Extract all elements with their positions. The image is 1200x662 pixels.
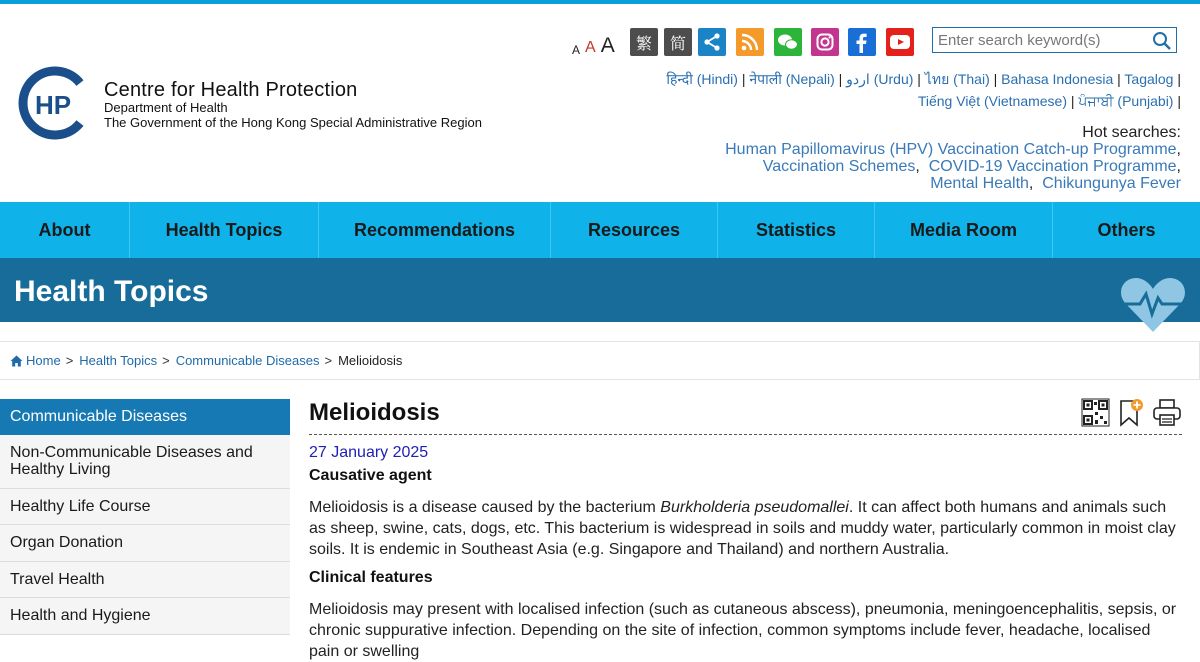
sidebar	[0, 399, 290, 635]
page-tools	[1081, 398, 1182, 427]
sidebar-item-healthy-life-course[interactable]: Healthy Life Course	[0, 489, 290, 525]
nav-others[interactable]: Others	[1097, 219, 1156, 240]
government-name: The Government of the Hong Kong Special Administrative Region	[104, 115, 482, 130]
section-banner	[0, 258, 1200, 322]
main-navigation	[0, 202, 1200, 258]
chp-logo-icon	[20, 67, 92, 139]
sidebar-item-health-and-hygiene[interactable]: Health and Hygiene	[0, 598, 290, 635]
article	[309, 395, 1182, 662]
department-name: Department of Health	[104, 100, 228, 115]
lang-urdu[interactable]: اردو (Urdu)	[846, 71, 914, 87]
lang-hindi[interactable]: हिन्दी (Hindi)	[666, 71, 738, 87]
lang-nepali[interactable]: नेपाली (Nepali)	[749, 71, 835, 87]
qr-code-icon[interactable]	[1081, 398, 1110, 427]
nav-media-room[interactable]: Media Room	[875, 202, 1053, 258]
sidebar-item-organ-donation[interactable]: Organ Donation	[0, 525, 290, 562]
breadcrumb-current: Melioidosis	[338, 353, 403, 368]
nav-resources[interactable]: Resources	[551, 202, 718, 258]
hot-search-link[interactable]: Mental Health	[930, 175, 1029, 192]
section-title: Health Topics	[14, 275, 209, 308]
page-title: Melioidosis	[309, 395, 1182, 435]
lang-separator: |	[1177, 93, 1181, 109]
lang-thai[interactable]: ไทย (Thai)	[924, 71, 990, 87]
lang-separator: |	[1177, 71, 1181, 87]
simplified-chinese-button[interactable]: 简	[664, 28, 692, 56]
sidebar-item-travel-health[interactable]: Travel Health	[0, 562, 290, 598]
heartbeat-icon	[1118, 274, 1188, 334]
hot-search-link[interactable]: Vaccination Schemes	[762, 158, 916, 175]
instagram-icon[interactable]	[811, 28, 839, 56]
sidebar-item-non-communicable-diseases[interactable]: Non-Communicable Diseases and Healthy Living	[0, 435, 290, 489]
nav-about[interactable]: About	[0, 202, 130, 258]
lang-separator: |	[993, 71, 998, 87]
hot-searches: Hot searches: Human Papillomavirus (HPV) Vaccination Catch-up Programme, Vaccination Schemes, COVID-19 Vaccination Programme, Mental Health, Chikungunya Fever	[661, 124, 1181, 192]
traditional-chinese-button[interactable]: 繁	[630, 28, 658, 56]
lang-separator: |	[917, 71, 921, 87]
publish-date: 27 January 2025	[309, 444, 429, 461]
breadcrumb-separator: >	[65, 353, 74, 368]
section-heading-clinical-features: Clinical features	[309, 569, 433, 586]
hot-search-link[interactable]: Chikungunya Fever	[1042, 175, 1181, 192]
lang-separator: |	[1070, 93, 1075, 109]
lang-tagalog[interactable]: Tagalog	[1124, 71, 1174, 87]
site-logo[interactable]	[20, 67, 520, 142]
wechat-icon[interactable]	[774, 28, 802, 56]
nav-recommendations[interactable]: Recommendations	[319, 202, 551, 258]
nav-statistics[interactable]: Statistics	[718, 202, 875, 258]
search-box	[932, 27, 1177, 53]
share-icon[interactable]	[698, 28, 726, 56]
font-size-switcher	[572, 30, 615, 56]
search-input[interactable]	[933, 29, 1143, 51]
nav-health-topics[interactable]: Health Topics	[130, 202, 319, 258]
bookmark-icon[interactable]	[1118, 398, 1144, 427]
language-links	[661, 68, 1181, 112]
breadcrumb-health-topics[interactable]: Health Topics	[79, 353, 158, 368]
breadcrumb-separator: >	[162, 353, 170, 368]
hot-search-link[interactable]: COVID-19 Vaccination Programme	[928, 158, 1177, 175]
bacterium-name: Burkholderia pseudomallei	[660, 499, 849, 516]
lang-bahasa[interactable]: Bahasa Indonesia	[1001, 71, 1114, 87]
home-icon[interactable]	[10, 355, 23, 367]
font-small-button[interactable]: A	[572, 43, 581, 57]
facebook-icon[interactable]	[848, 28, 876, 56]
font-large-button[interactable]: A	[600, 34, 615, 57]
paragraph-causative-agent	[309, 497, 1182, 560]
print-icon[interactable]	[1152, 398, 1182, 427]
lang-separator: |	[838, 71, 843, 87]
youtube-icon[interactable]	[886, 28, 914, 56]
breadcrumb-separator: >	[324, 353, 333, 368]
lang-vietnamese[interactable]: Tiếng Việt (Vietnamese)	[917, 93, 1067, 109]
svg-text:HP: HP	[35, 90, 72, 120]
lang-separator: |	[741, 71, 746, 87]
paragraph-clinical-features: Melioidosis may present with localised infection (such as cutaneous abscess), pneumonia, meningoencephalitis, sepsis, or chronic suppurative infection. Depending on the site of infection, common symptoms include fever, headache, localised pain or swelling	[309, 601, 1177, 660]
top-accent-bar	[0, 0, 1200, 4]
breadcrumb	[0, 341, 1200, 380]
text: . It can affect both humans and animals such as sheep, swine, cats, dogs, etc. This bacterium is widespread in soils and muddy water, particularly common in moist clay soils. It is endemic in Southeast Asia (e.g. Singapore and Thailand) and northern Australia.	[309, 499, 1176, 558]
font-medium-button[interactable]: A	[585, 39, 596, 56]
lang-separator: |	[1117, 71, 1121, 87]
text: Melioidosis is a disease caused by the bacterium	[309, 499, 661, 516]
lang-punjabi[interactable]: ਪੰਜਾਬੀ (Punjabi)	[1078, 93, 1174, 109]
hot-searches-label: Hot searches:	[1082, 124, 1181, 141]
search-icon[interactable]	[1152, 31, 1172, 56]
hot-search-link[interactable]: Human Papillomavirus (HPV) Vaccination Catch-up Programme	[725, 141, 1177, 158]
section-heading-causative-agent: Causative agent	[309, 467, 432, 484]
org-name: Centre for Health Protection	[104, 79, 358, 101]
rss-icon[interactable]	[736, 28, 764, 56]
sidebar-item-communicable-diseases[interactable]: Communicable Diseases	[0, 399, 290, 435]
breadcrumb-home[interactable]: Home	[26, 353, 61, 368]
breadcrumb-communicable-diseases[interactable]: Communicable Diseases	[175, 353, 320, 368]
